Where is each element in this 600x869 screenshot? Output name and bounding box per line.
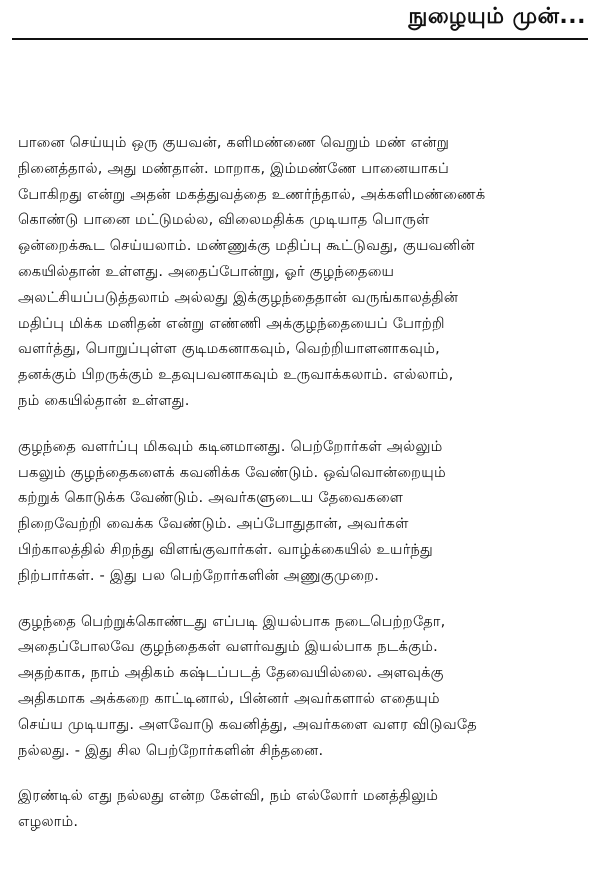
header-divider (12, 38, 588, 40)
text-line: அதிகமாக அக்கறை காட்டினால், பின்னர் அவர்களால் எதையும் (18, 689, 440, 707)
text-line: பிற்காலத்தில் சிறந்து விளங்குவார்கள். வாழ்க்கையில் உயர்ந்து (18, 540, 433, 558)
paragraph (18, 434, 582, 589)
paragraph (18, 130, 582, 414)
page-header (12, 0, 588, 44)
text-line: எழலாம். (18, 813, 79, 831)
text-line: குழந்தை வளர்ப்பு மிகவும் கடினமானது. பெற்றோர்கள் அல்லும் (18, 437, 443, 455)
text-line: நிற்பார்கள். - இது பல பெற்றோர்களின் அணுகுமுறை. (18, 566, 380, 584)
text-line: செய்ய முடியாது. அளவோடு கவனித்து, அவர்களை வளர விடுவதே (18, 715, 477, 733)
text-line: தனக்கும் பிறருக்கும் உதவுபவனாகவும் உருவாக்கலாம். எல்லாம், (18, 366, 454, 384)
text-line: பானை செய்யும் ஒரு குயவன், களிமண்ணை வெறும் மண் என்று (18, 134, 450, 151)
paragraph (18, 783, 582, 835)
text-line: இரண்டில் எது நல்லது என்ற கேள்வி, நம் எல்லோர் மனத்திலும் (18, 787, 439, 805)
text-line: கையில்தான் உள்ளது. அதைப்போன்று, ஓர் குழந்தையை (18, 262, 395, 280)
text-line: நிறைவேற்றி வைக்க வேண்டும். அப்போதுதான், அவர்கள் (18, 515, 409, 533)
text-line: அலட்சியப்படுத்தலாம் அல்லது இக்குழந்தைதான் வருங்காலத்தின் (18, 288, 459, 306)
text-line: அதைப்போலவே குழந்தைகள் வளர்வதும் இயல்பாக நடக்கும். (18, 638, 438, 656)
text-line: நல்லது. - இது சில பெற்றோர்களின் சிந்தனை. (18, 741, 324, 759)
text-line: கற்றுக் கொடுக்க வேண்டும். அவர்களுடைய தேவைகளை (18, 489, 404, 507)
text-line: கொண்டு பானை மட்டுமல்ல, விலைமதிக்க முடியாத பொருள் (18, 211, 430, 229)
text-line: நம் கையில்தான் உள்ளது. (18, 391, 190, 409)
paragraph (18, 609, 582, 764)
text-line: வளர்த்து, பொறுப்புள்ள குடிமகனாகவும், வெற்றியாளனாகவும், (18, 340, 440, 358)
text-line: போகிறது என்று அதன் மகத்துவத்தை உணர்ந்தால், அக்களிமண்ணைக் (18, 185, 486, 203)
text-line: அதற்காக, நாம் அதிகம் கஷ்டப்படத் தேவையில்லை. அளவுக்கு (18, 664, 444, 682)
text-line: குழந்தை பெற்றுக்கொண்டது எப்படி இயல்பாக நடைபெற்றதோ, (18, 612, 446, 630)
text-line: ஒன்றைக்கூட செய்யலாம். மண்ணுக்கு மதிப்பு கூட்டுவது, குயவனின் (18, 237, 475, 255)
body-text (18, 130, 582, 855)
page-title: நுழையும் முன்... (408, 4, 586, 29)
text-line: பகலும் குழந்தைகளைக் கவனிக்க வேண்டும். ஒவ்வொன்றையும் (18, 463, 446, 481)
text-line: நினைத்தால், அது மண்தான். மாறாக, இம்மண்ணே பானையாகப் (18, 159, 450, 177)
text-line: மதிப்பு மிக்க மனிதன் என்று எண்ணி அக்குழந்தையைப் போற்றி (18, 314, 445, 332)
